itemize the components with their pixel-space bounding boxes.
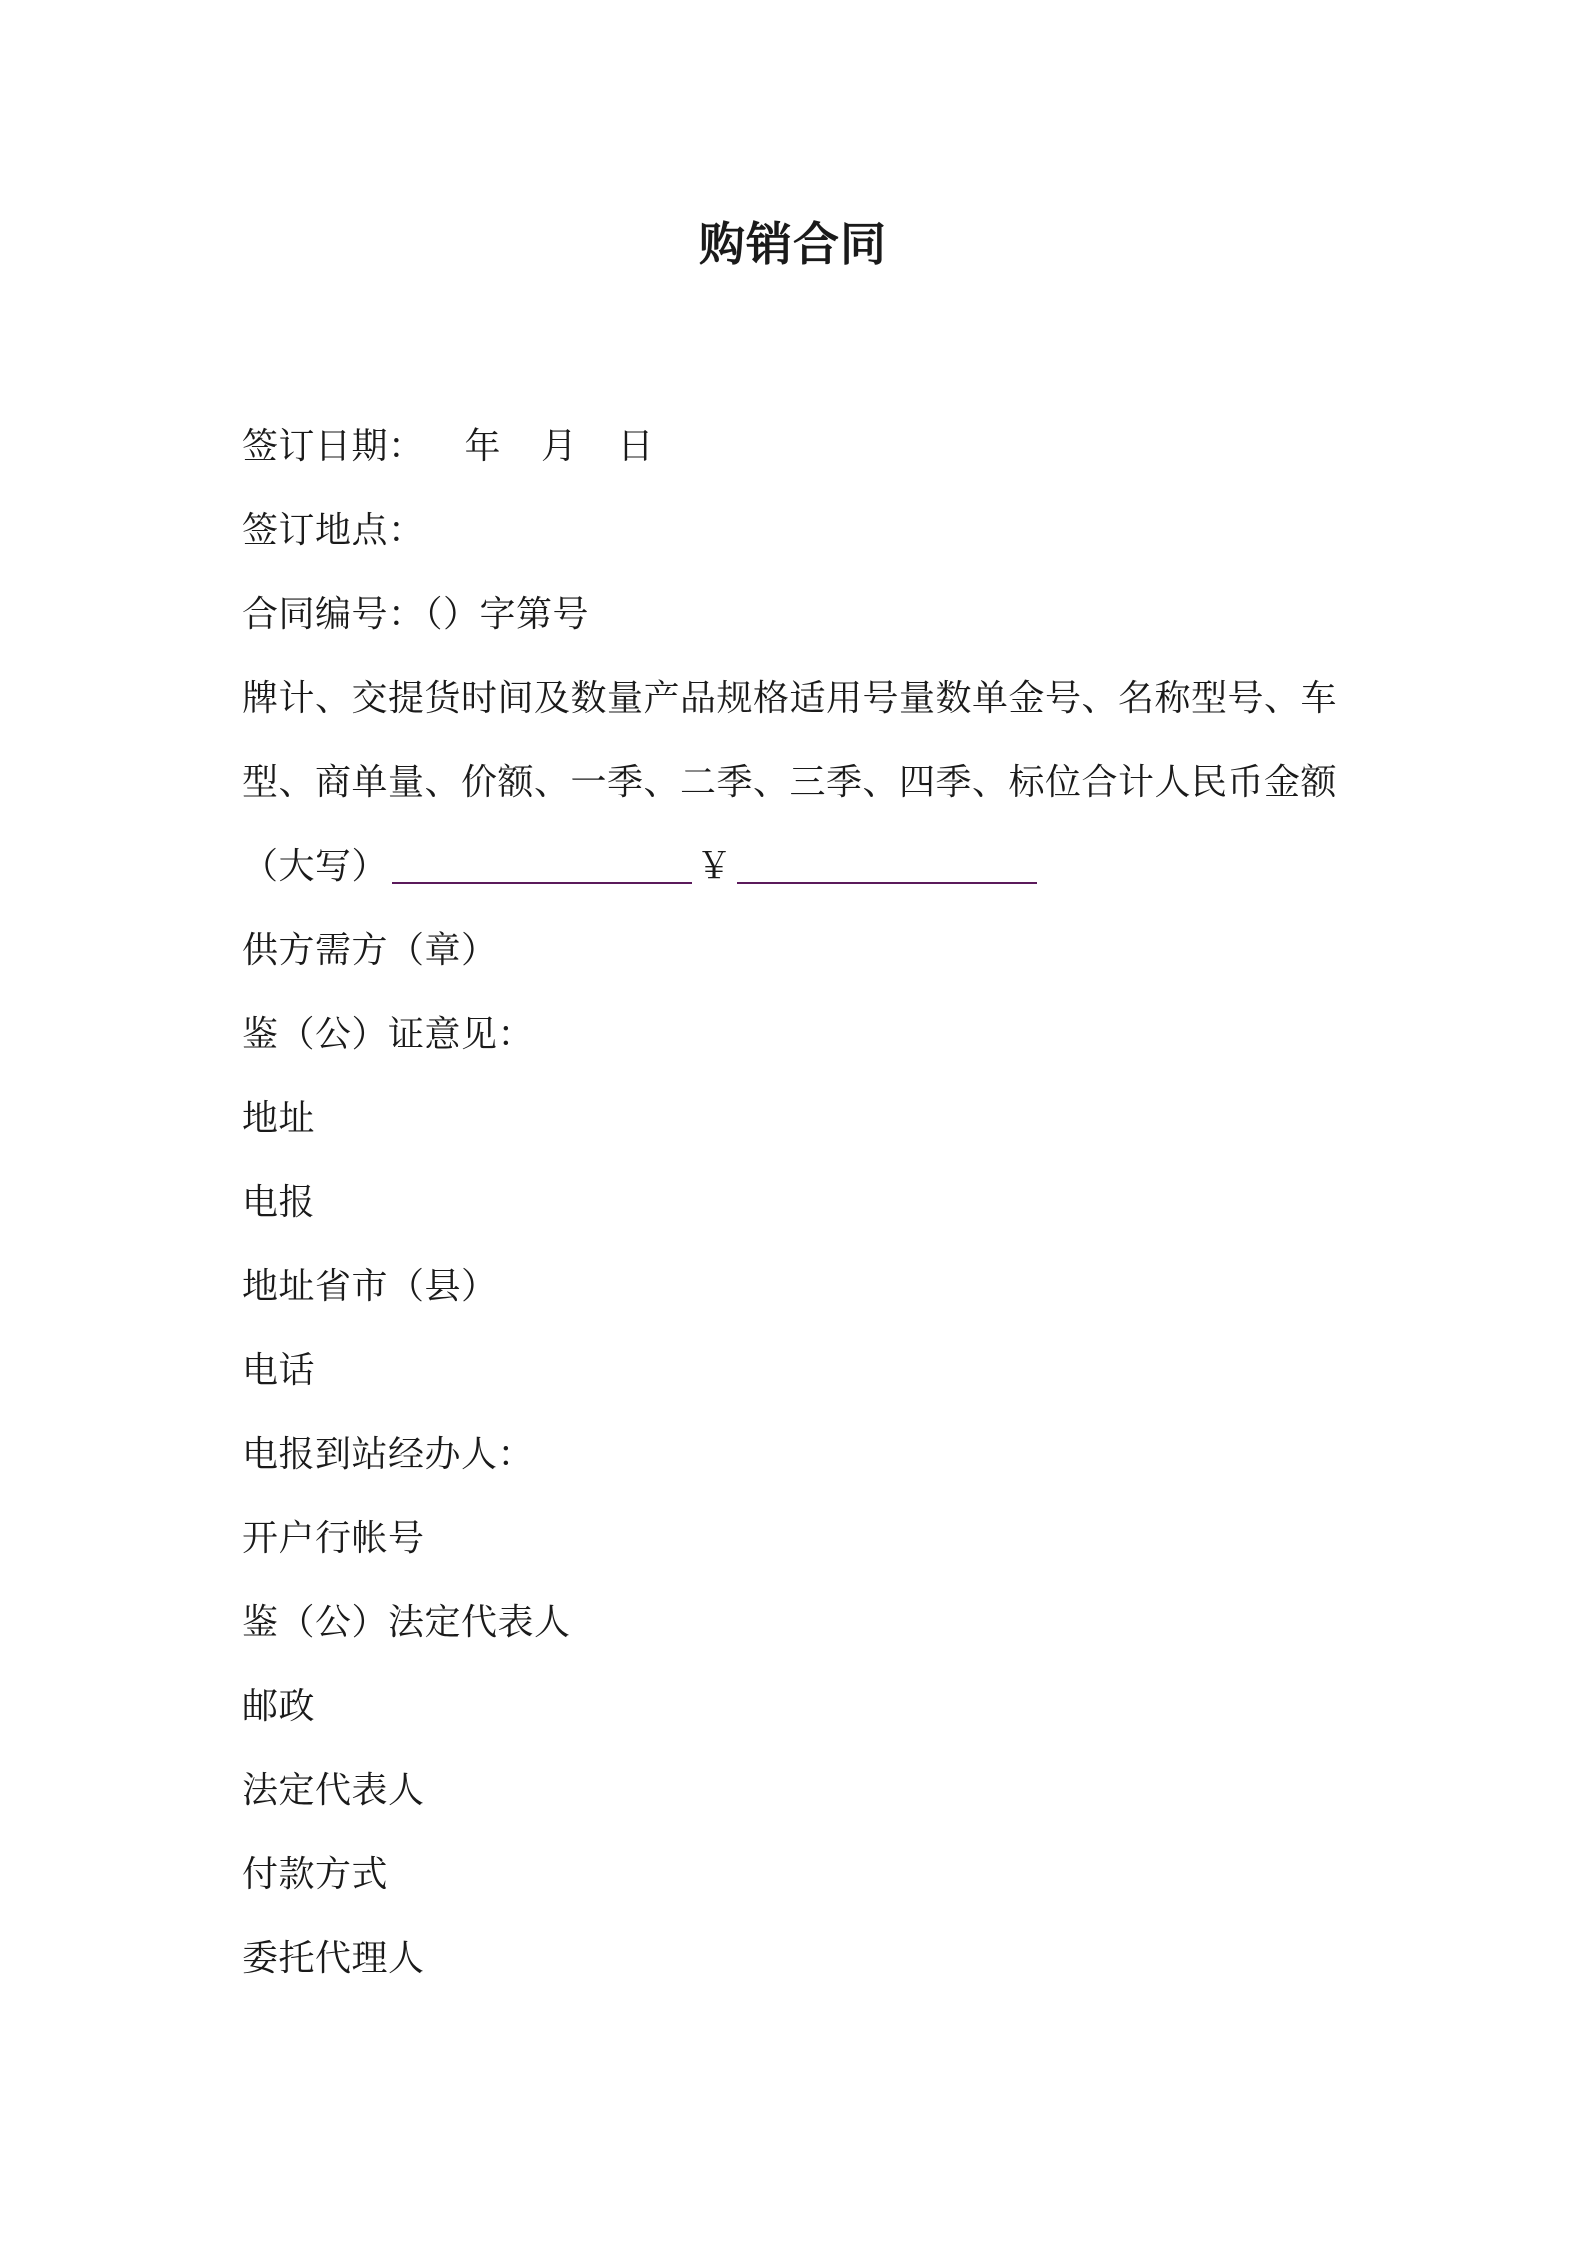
field-line: 供方需方（章）: [242, 930, 498, 971]
date-month: 月: [541, 426, 578, 467]
document-body: [242, 405, 1362, 2001]
date-year: 年: [464, 426, 502, 467]
field-line: 开户行帐号: [242, 1518, 425, 1559]
product-header-line-1: 牌计、交提货时间及数量产品规格适用号量数单金号、名称型号、车: [242, 678, 1338, 719]
signing-date-label: 签订日期：: [242, 426, 425, 467]
field-line: 邮政: [242, 1686, 316, 1727]
currency-symbol: ￥: [696, 846, 733, 887]
field-line: 电报到站经办人：: [242, 1434, 535, 1475]
field-line: 电报: [242, 1182, 316, 1223]
field-line: 地址省市（县）: [242, 1266, 498, 1307]
signing-place-line: 签订地点：: [242, 510, 425, 551]
field-line: 鉴（公）法定代表人: [242, 1602, 571, 1643]
amount-numeric-blank: [737, 846, 1037, 884]
field-line: 地址: [242, 1098, 316, 1139]
amount-uppercase-label: （大写）: [242, 846, 389, 887]
date-day: 日: [617, 426, 655, 467]
field-line: 委托代理人: [242, 1938, 425, 1979]
document-title: 购销合同: [699, 217, 887, 271]
contract-number-line: 合同编号：（）字第号: [242, 594, 590, 635]
field-line: 鉴（公）证意见：: [242, 1014, 535, 1055]
signing-date-line: [242, 405, 1362, 489]
field-line: 付款方式: [242, 1854, 389, 1895]
field-line: 电话: [242, 1350, 316, 1391]
product-header-line-2: 型、商单量、价额、一季、二季、三季、四季、标位合计人民币金额: [242, 762, 1338, 803]
amount-line: [242, 825, 1362, 909]
amount-uppercase-blank: [392, 846, 692, 884]
field-line: 法定代表人: [242, 1770, 425, 1811]
